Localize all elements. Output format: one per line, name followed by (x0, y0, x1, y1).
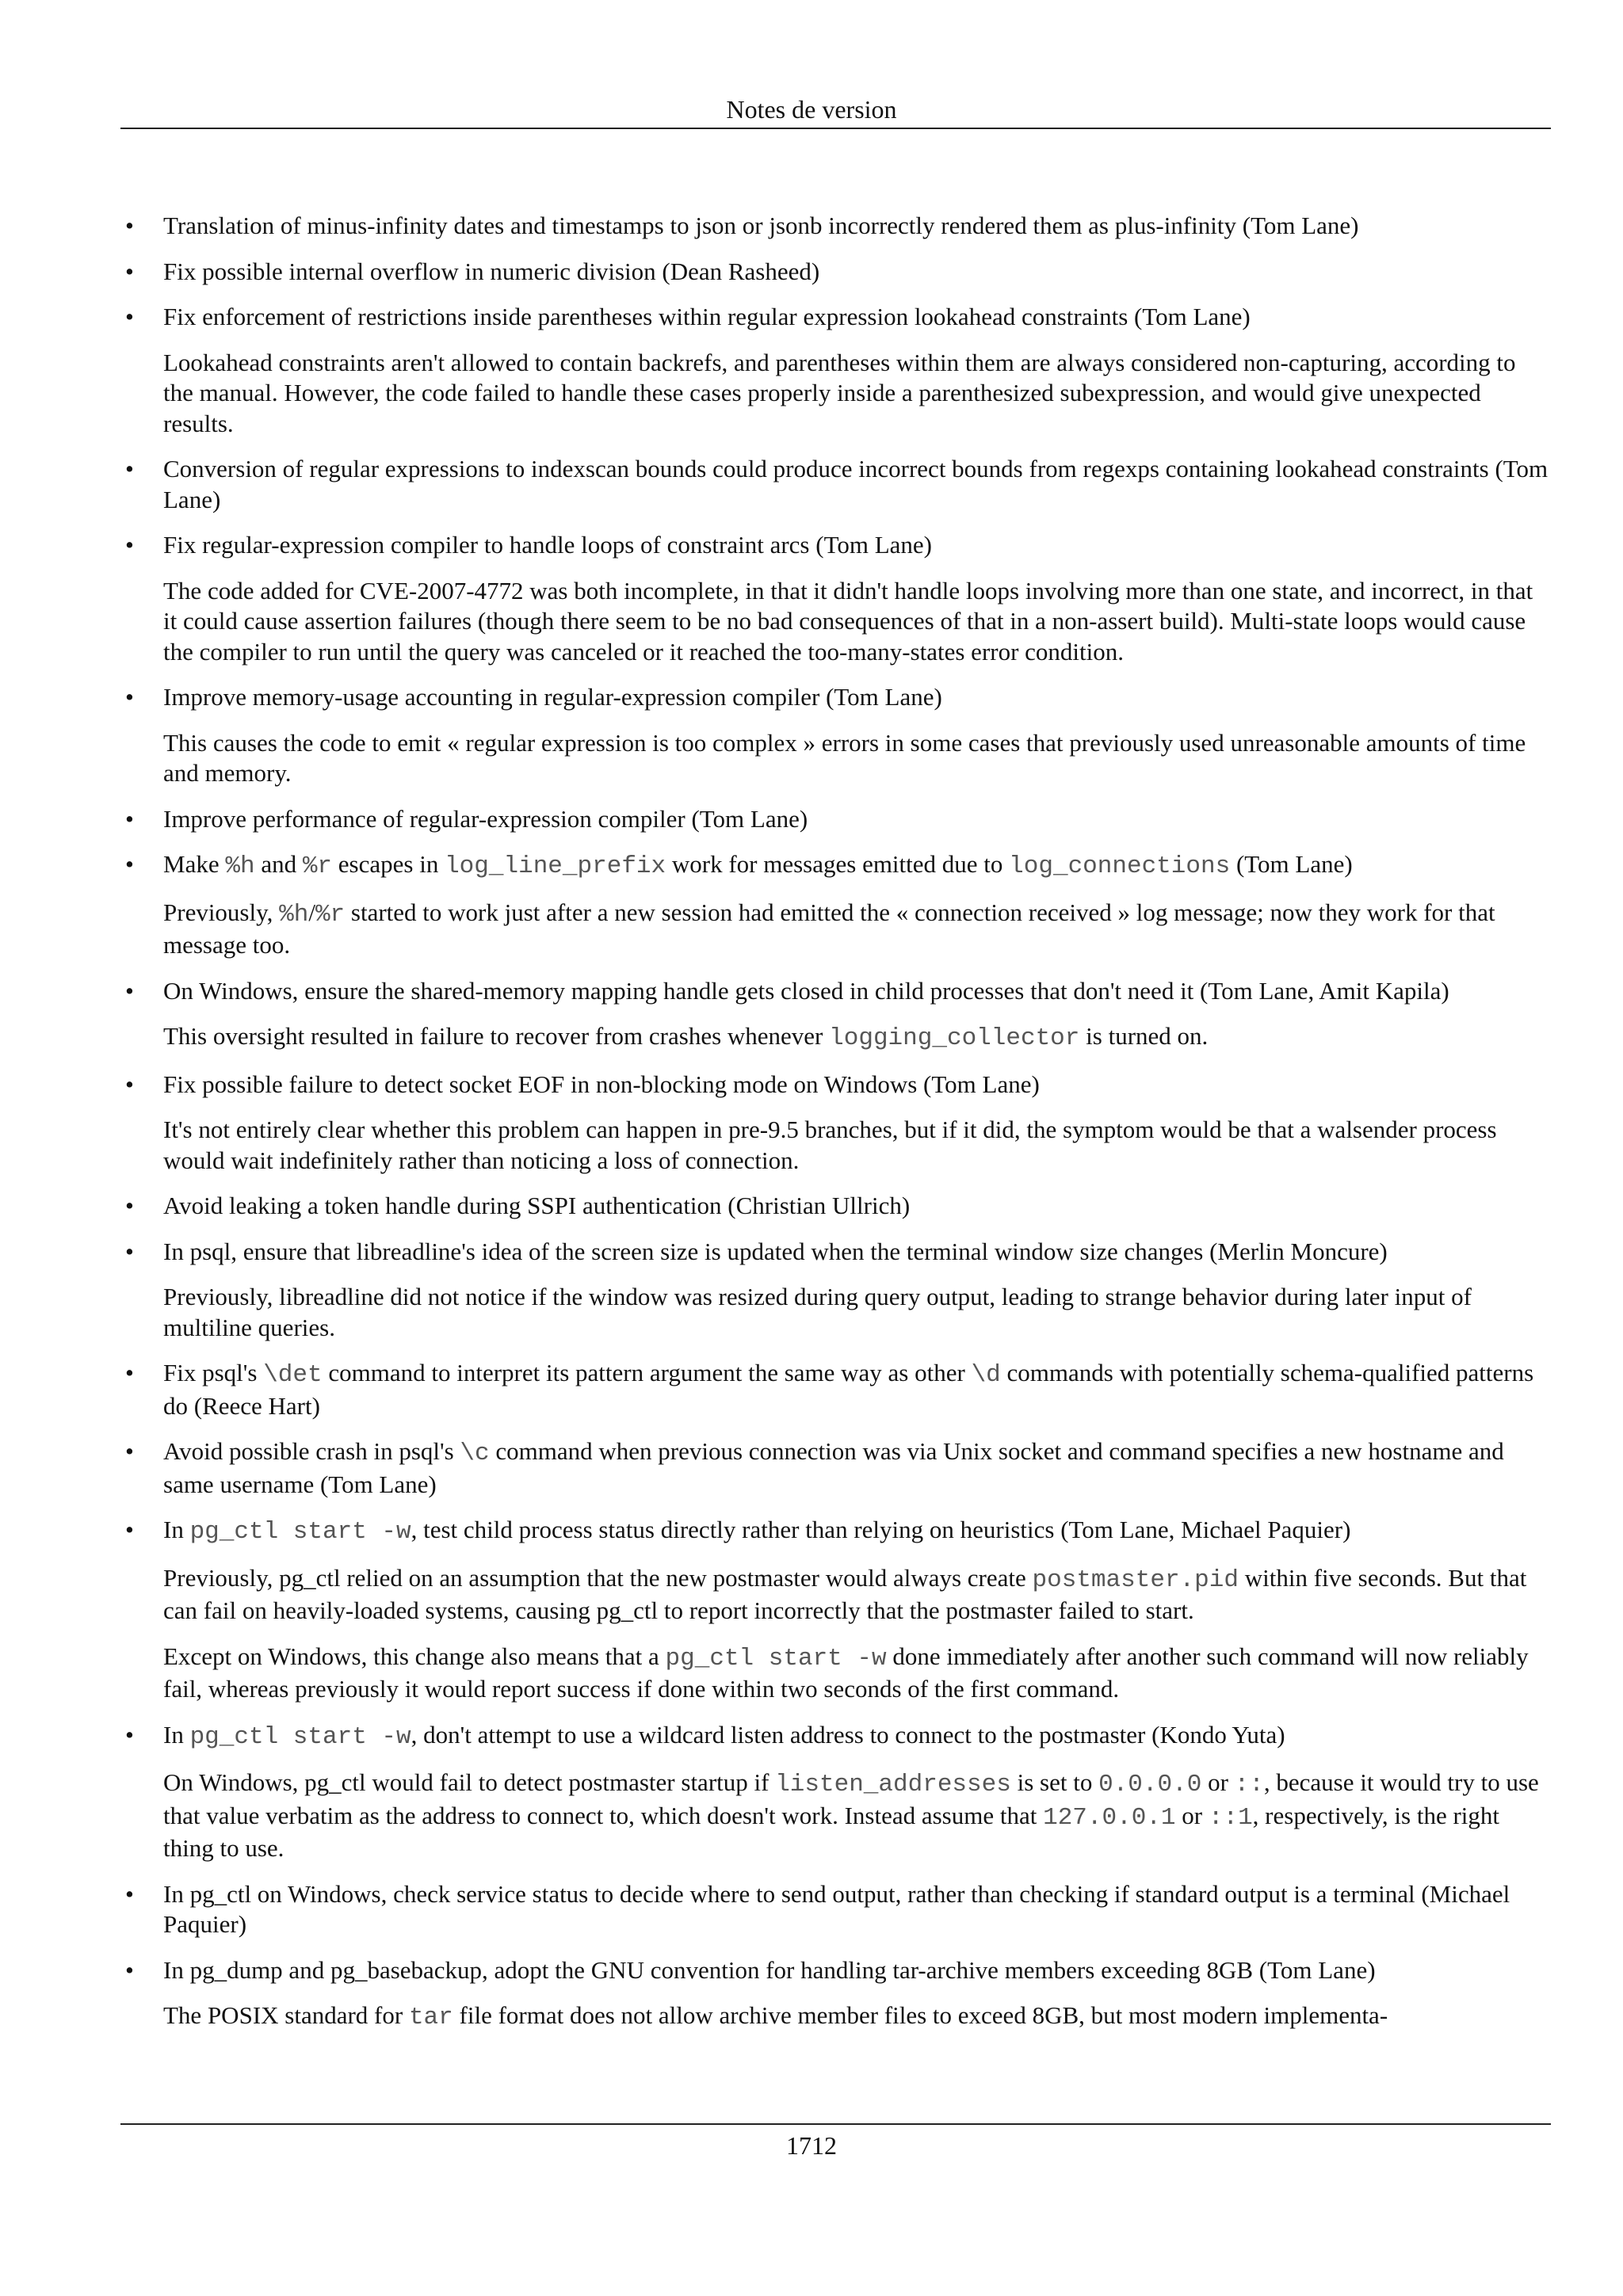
list-item (125, 1955, 1550, 2034)
code-literal: pg_ctl start -w (189, 1518, 411, 1546)
code-literal: \d (971, 1361, 1001, 1389)
item-text (163, 849, 1550, 883)
item-text: Fix regular-expression compiler to handle loops of constraint arcs (Tom Lane) (163, 531, 932, 559)
text-run: within five seconds. But that can fail on heavily-loaded systems, causing pg_ctl to report incorrectly that the postmaster failed to start. (163, 1563, 1527, 1624)
bullet-icon: • (125, 1359, 134, 1386)
list-item (125, 682, 1550, 789)
list-item (125, 1237, 1550, 1344)
bullet-icon: • (125, 531, 134, 559)
item-text: Improve performance of regular-expression compiler (Tom Lane) (163, 804, 808, 833)
text-run: Make (163, 850, 226, 878)
code-literal: \det (263, 1361, 323, 1389)
item-detail: Lookahead constraints aren't allowed to contain backrefs, and parentheses within them are always considered non-capturing, according to the manual. However, the code failed to handle these cases properly inside a parenthesized subexpression, and would give unexpected results. (163, 348, 1516, 437)
item-text (163, 1720, 1550, 1753)
bullet-icon: • (125, 1516, 134, 1543)
text-run: Previously, pg_ctl relied on an assumption that the new postmaster would always create (163, 1563, 1033, 1592)
item-text: Translation of minus-infinity dates and timestamps to json or jsonb incorrectly rendered them as plus-infinity (Tom Lane) (163, 212, 1359, 239)
header-rule (120, 128, 1551, 129)
code-literal: :: (1234, 1771, 1264, 1798)
text-run: , test child process status directly rather than relying on heuristics (Tom Lane, Michael Paquier) (411, 1516, 1351, 1543)
code-literal: %h (225, 852, 255, 880)
page-number: 1712 (786, 2131, 837, 2160)
text-run: command to interpret its pattern argument the same way as other (322, 1359, 972, 1386)
item-text: In psql, ensure that libreadline's idea of the screen size is updated when the terminal window size changes (Merlin Moncure) (163, 1237, 1388, 1265)
list-item (125, 1720, 1550, 1864)
item-text: In pg_ctl on Windows, check service status to decide where to send output, rather than checking if standard output is a terminal (Michael Paquier) (163, 1879, 1510, 1938)
code-literal: %r (315, 900, 346, 929)
bullet-icon: • (125, 1437, 134, 1465)
text-run: , because it would try to use that value verbatim as the address to connect to, which doesn't work. Instead assume that (163, 1768, 1539, 1829)
text-run: is set to (1010, 1768, 1099, 1796)
list-item (125, 530, 1550, 667)
text-run: Avoid possible crash in psql's (163, 1437, 460, 1465)
list-item (125, 976, 1550, 1055)
bullet-icon: • (125, 804, 134, 833)
item-detail (163, 1642, 1550, 1705)
bullet-icon: • (125, 1879, 134, 1908)
text-run: On Windows, pg_ctl would fail to detect postmaster startup if (163, 1768, 776, 1796)
list-item (125, 454, 1550, 515)
item-text: Fix possible failure to detect socket EOF in non-blocking mode on Windows (Tom Lane) (163, 1070, 1040, 1098)
list-item (125, 1070, 1550, 1177)
bullet-icon: • (125, 455, 134, 482)
text-run: or (1201, 1768, 1235, 1796)
text-run: and (254, 850, 303, 878)
text-run: Previously, (163, 898, 280, 926)
code-literal: pg_ctl start -w (665, 1644, 887, 1672)
item-detail: It's not entirely clear whether this problem can happen in pre-9.5 branches, but if it did, the symptom would be that a walsender process would wait indefinitely rather than noticing a loss of connection. (163, 1116, 1497, 1174)
item-detail: This causes the code to emit « regular expression is too complex » errors in some cases that previously used unreasonable amounts of time and memory. (163, 728, 1526, 787)
list-item (125, 211, 1550, 242)
text-run: command when previous connection was via Unix socket and command specifies a new hostname and same username (Tom Lane) (163, 1437, 1504, 1498)
text-run: done immediately after another such command will now reliably fail, whereas previously it would report success if done within two seconds of the first command. (163, 1642, 1529, 1703)
text-run: started to work just after a new session had emitted the « connection received » log message; now they work for that message too. (163, 898, 1495, 959)
item-detail (163, 1768, 1550, 1864)
list-item (125, 1436, 1550, 1500)
list-item (125, 302, 1550, 439)
bullet-icon: • (125, 976, 134, 1005)
code-literal: tar (408, 2004, 453, 2031)
list-item (125, 849, 1550, 961)
text-run: commands with potentially schema-qualified patterns do (Reece Hart) (163, 1359, 1534, 1420)
code-literal: log_connections (1009, 852, 1231, 880)
text-run: or (1175, 1801, 1209, 1829)
item-detail (163, 1563, 1550, 1627)
bullet-icon: • (125, 683, 134, 711)
text-run: , respectively, is the right thing to use. (163, 1801, 1500, 1862)
item-detail (163, 2000, 1550, 2034)
text-run: Except on Windows, this change also means that a (163, 1642, 666, 1670)
item-text (163, 1358, 1550, 1421)
item-detail: Previously, libreadline did not notice if the window was resized during query output, leading to strange behavior during later input of multiline queries. (163, 1283, 1472, 1341)
code-literal: \c (460, 1440, 490, 1467)
item-text: On Windows, ensure the shared-memory mapping handle gets closed in child processes that don't need it (Tom Lane, Amit Kapila) (163, 976, 1449, 1005)
bullet-icon: • (125, 1955, 134, 1984)
list-item (125, 1358, 1550, 1421)
code-literal: pg_ctl start -w (189, 1722, 411, 1751)
text-run: file format does not allow archive member files to exceed 8GB, but most modern implementa- (453, 2001, 1388, 2029)
text-run: In (163, 1720, 190, 1749)
code-literal: postmaster.pid (1032, 1566, 1239, 1594)
footer-rule (120, 2123, 1551, 2125)
bullet-icon: • (125, 1237, 134, 1265)
text-run: / (308, 898, 315, 926)
release-notes-list (125, 211, 1550, 2049)
code-literal: ::1 (1208, 1803, 1253, 1832)
code-literal: listen_addresses (775, 1771, 1011, 1798)
text-run: This oversight resulted in failure to recover from crashes whenever (163, 1022, 830, 1050)
text-run: In (163, 1516, 190, 1543)
code-literal: %r (302, 852, 333, 880)
item-text: Fix enforcement of restrictions inside parentheses within regular expression lookahead constraints (Tom Lane) (163, 303, 1251, 330)
list-item (125, 1191, 1550, 1222)
text-run: The POSIX standard for (163, 2001, 409, 2029)
bullet-icon: • (125, 303, 134, 330)
code-literal: 0.0.0.0 (1098, 1771, 1202, 1798)
item-text (163, 1436, 1550, 1500)
item-text: Conversion of regular expressions to indexscan bounds could produce incorrect bounds from regexps containing lookahead constraints (Tom Lane) (163, 455, 1549, 513)
item-text: In pg_dump and pg_basebackup, adopt the GNU convention for handling tar-archive members exceeding 8GB (Tom Lane) (163, 1955, 1376, 1984)
bullet-icon: • (125, 1070, 134, 1098)
bullet-icon: • (125, 1192, 134, 1219)
code-literal: logging_collector (829, 1024, 1080, 1052)
text-run: work for messages emitted due to (666, 850, 1010, 878)
running-header: Notes de version (726, 95, 897, 124)
code-literal: %h (279, 900, 309, 929)
item-detail: The code added for CVE-2007-4772 was both incomplete, in that it didn't handle loops involving more than one state, and incorrect, in that it could cause assertion failures (though there seem to be no bad consequences of that in a non-assert build). Multi-state loops would cause the compiler to run until the query was canceled or it reached the too-many-states error condition. (163, 576, 1533, 666)
item-text: Improve memory-usage accounting in regular-expression compiler (Tom Lane) (163, 683, 942, 711)
item-text: Avoid leaking a token handle during SSPI authentication (Christian Ullrich) (163, 1192, 911, 1219)
code-literal: 127.0.0.1 (1043, 1803, 1176, 1832)
list-item (125, 1515, 1550, 1705)
bullet-icon: • (125, 212, 134, 239)
list-item (125, 804, 1550, 835)
item-detail (163, 898, 1550, 961)
text-run: , don't attempt to use a wildcard listen address to connect to the postmaster (Kondo Yuta) (411, 1720, 1285, 1749)
item-text: Fix possible internal overflow in numeric division (Dean Rasheed) (163, 257, 820, 285)
text-run: is turned on. (1079, 1022, 1209, 1050)
code-literal: log_line_prefix (445, 852, 666, 880)
list-item (125, 1879, 1550, 1940)
bullet-icon: • (125, 850, 134, 878)
text-run: (Tom Lane) (1230, 850, 1353, 878)
text-run: Fix psql's (163, 1359, 264, 1386)
text-run: escapes in (332, 850, 445, 878)
list-item (125, 257, 1550, 288)
item-detail (163, 1021, 1550, 1055)
bullet-icon: • (125, 257, 134, 285)
bullet-icon: • (125, 1720, 134, 1749)
item-text (163, 1515, 1550, 1548)
